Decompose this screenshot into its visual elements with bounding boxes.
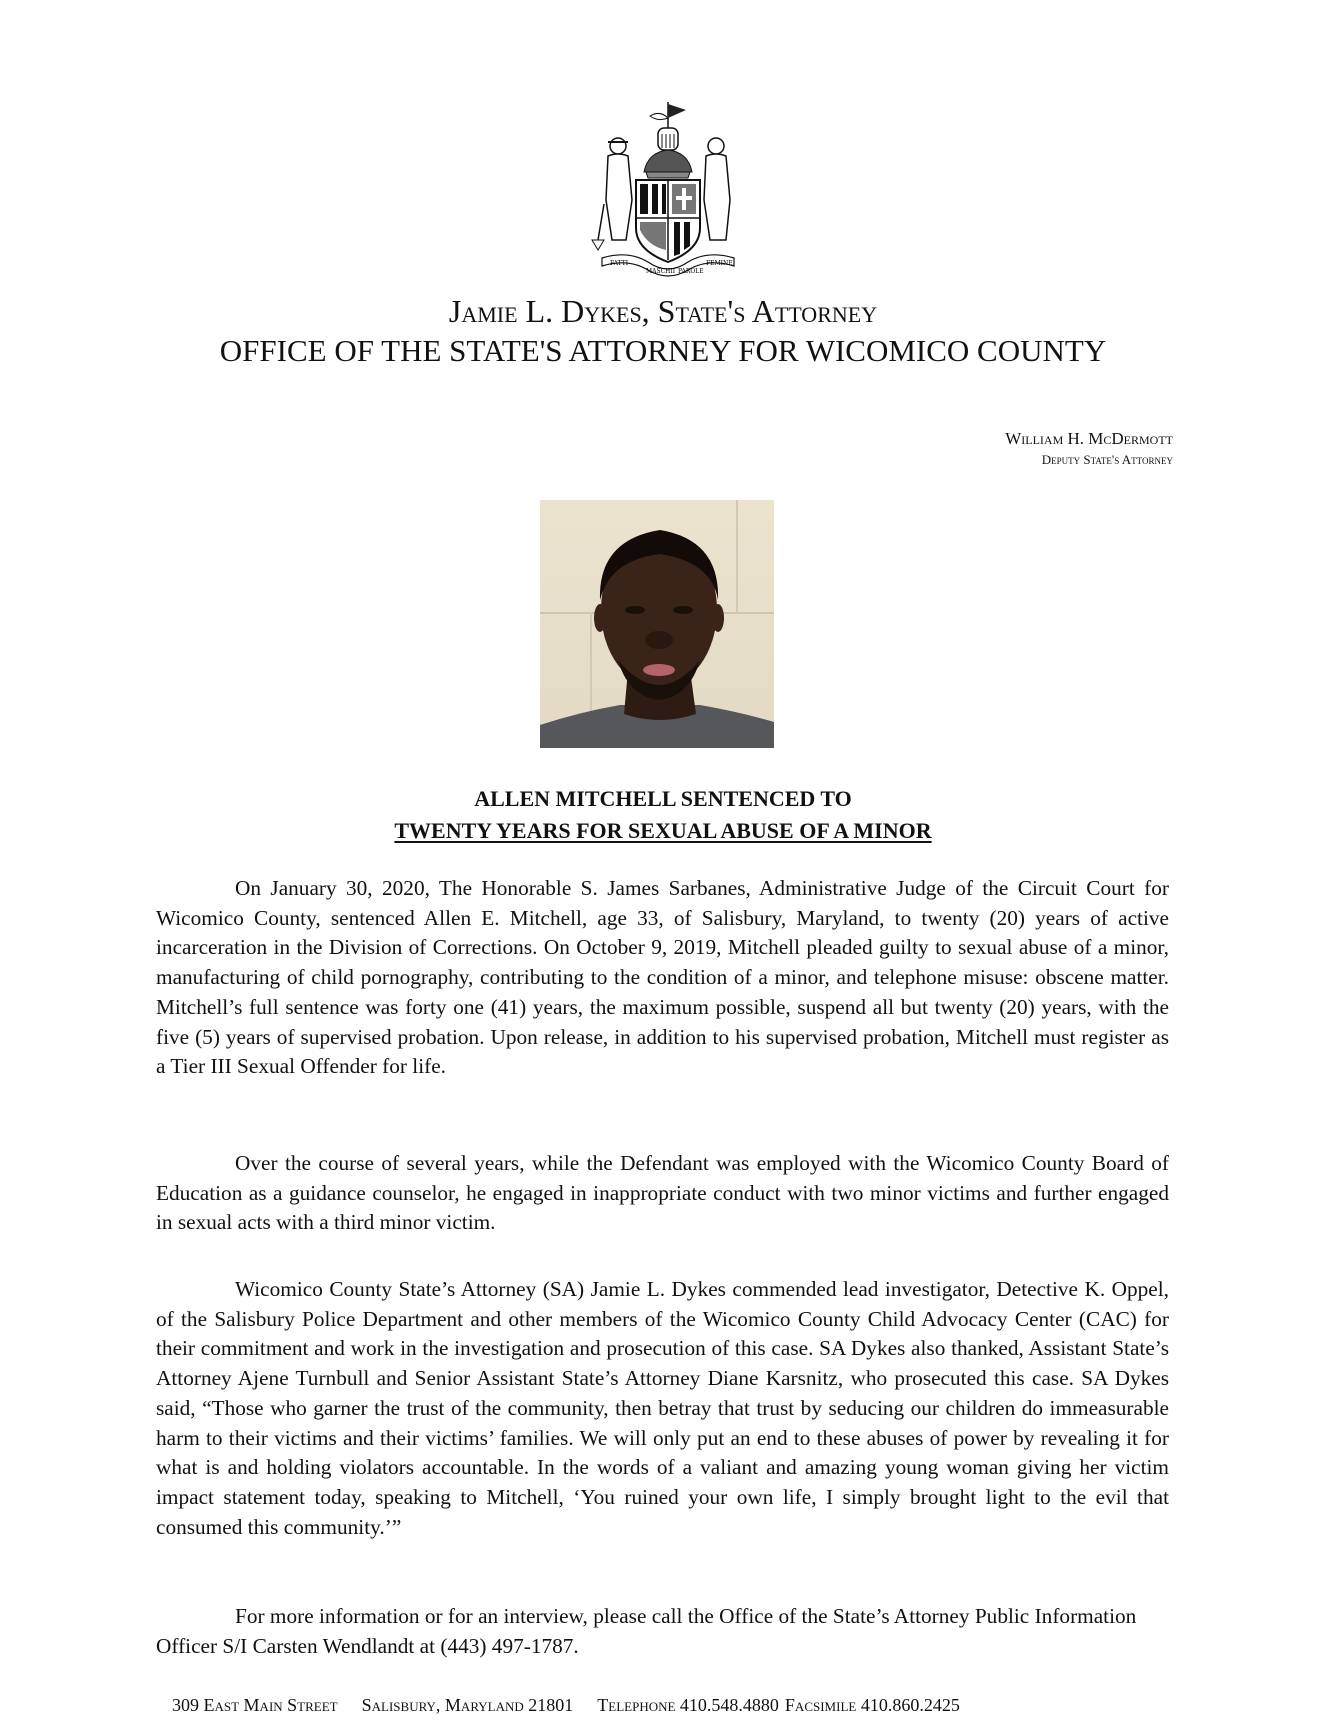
headline-line-2: TWENTY YEARS FOR SEXUAL ABUSE OF A MINOR <box>394 818 932 843</box>
maryland-seal-icon <box>588 100 744 280</box>
deputy-block <box>1005 428 1173 470</box>
body-paragraph: On January 30, 2020, The Honorable S. James Sarbanes, Administrative Judge of the Circuit Court for Wicomico County, sentenced Allen E. Mitchell, age 33, of Salisbury, Maryland, to twenty (20) years of active incarceration in the Division of Corrections. On October 9, 2019, Mitchell pleaded guilty to sexual abuse of a minor, manufacturing of child pornography, contributing to the condition of a minor, and telephone misuse: obscene matter. Mitchell’s full sentence was forty one (41) years, the maximum possible, suspend all but twenty (20) years, with the five (5) years of supervised probation. Upon release, in addition to his supervised probation, Mitchell must register as a Tier III Sexual Offender for life. <box>156 876 1169 1079</box>
svg-text:MASCHII: MASCHII <box>646 268 676 275</box>
svg-text:FATTI: FATTI <box>610 260 629 267</box>
footer-address-bar <box>163 1669 960 1717</box>
body-paragraph: Over the course of several years, while the Defendant was employed with the Wicomico County Board of Education as a guidance counselor, he engaged in inappropriate conduct with two minor victims and further engaged in sexual acts with a third minor victim. <box>156 1151 1169 1235</box>
office-name-heading: OFFICE OF THE STATE'S ATTORNEY FOR WICOMICO COUNTY <box>219 333 1107 368</box>
contact-paragraph: For more information or for an interview, please call the Office of the State’s Attorney Public Information Officer S/I Carsten Wendlandt at (443) 497-1787. <box>156 1604 1137 1658</box>
body-paragraph: Wicomico County State’s Attorney (SA) Jamie L. Dykes commended lead investigator, Detective K. Oppel, of the Salisbury Police Department and other members of the Wicomico County Child Advocacy Center (CAC) for their commitment and work in the investigation and prosecution of this case. SA Dykes also thanked, Assistant State’s Attorney Ajene Turnbull and Senior Assistant State’s Attorney Diane Karsnitz, who prosecuted this case. SA Dykes said, “Those who garner the trust of the community, then betray that trust by seducing our children do immeasurable harm to their victims and their victims’ families. We will only put an end to these abuses of power by revealing it for what is and holding violators accountable. In the words of a valiant and amazing young woman giving her victim impact statement today, speaking to Mitchell, ‘You ruined your own life, I simply brought light to the evil that consumed this community.’” <box>156 1277 1169 1539</box>
deputy-name: William H. McDermott <box>1005 429 1173 448</box>
svg-text:FEMINE: FEMINE <box>706 260 733 267</box>
deputy-title: Deputy State's Attorney <box>1041 452 1173 467</box>
footer-facsimile: Facsimile 410.860.2425 <box>784 1695 960 1715</box>
mugshot-photo <box>540 500 774 748</box>
attorney-name-heading: Jamie L. Dykes, State's Attorney <box>448 293 878 329</box>
footer-street: 309 East Main Street <box>172 1695 338 1715</box>
footer-city: Salisbury, Maryland 21801 <box>361 1695 574 1715</box>
footer-telephone: Telephone 410.548.4880 <box>597 1695 779 1715</box>
headline-line-1: ALLEN MITCHELL SENTENCED TO <box>474 786 852 811</box>
svg-text:PAROLE: PAROLE <box>678 268 704 275</box>
